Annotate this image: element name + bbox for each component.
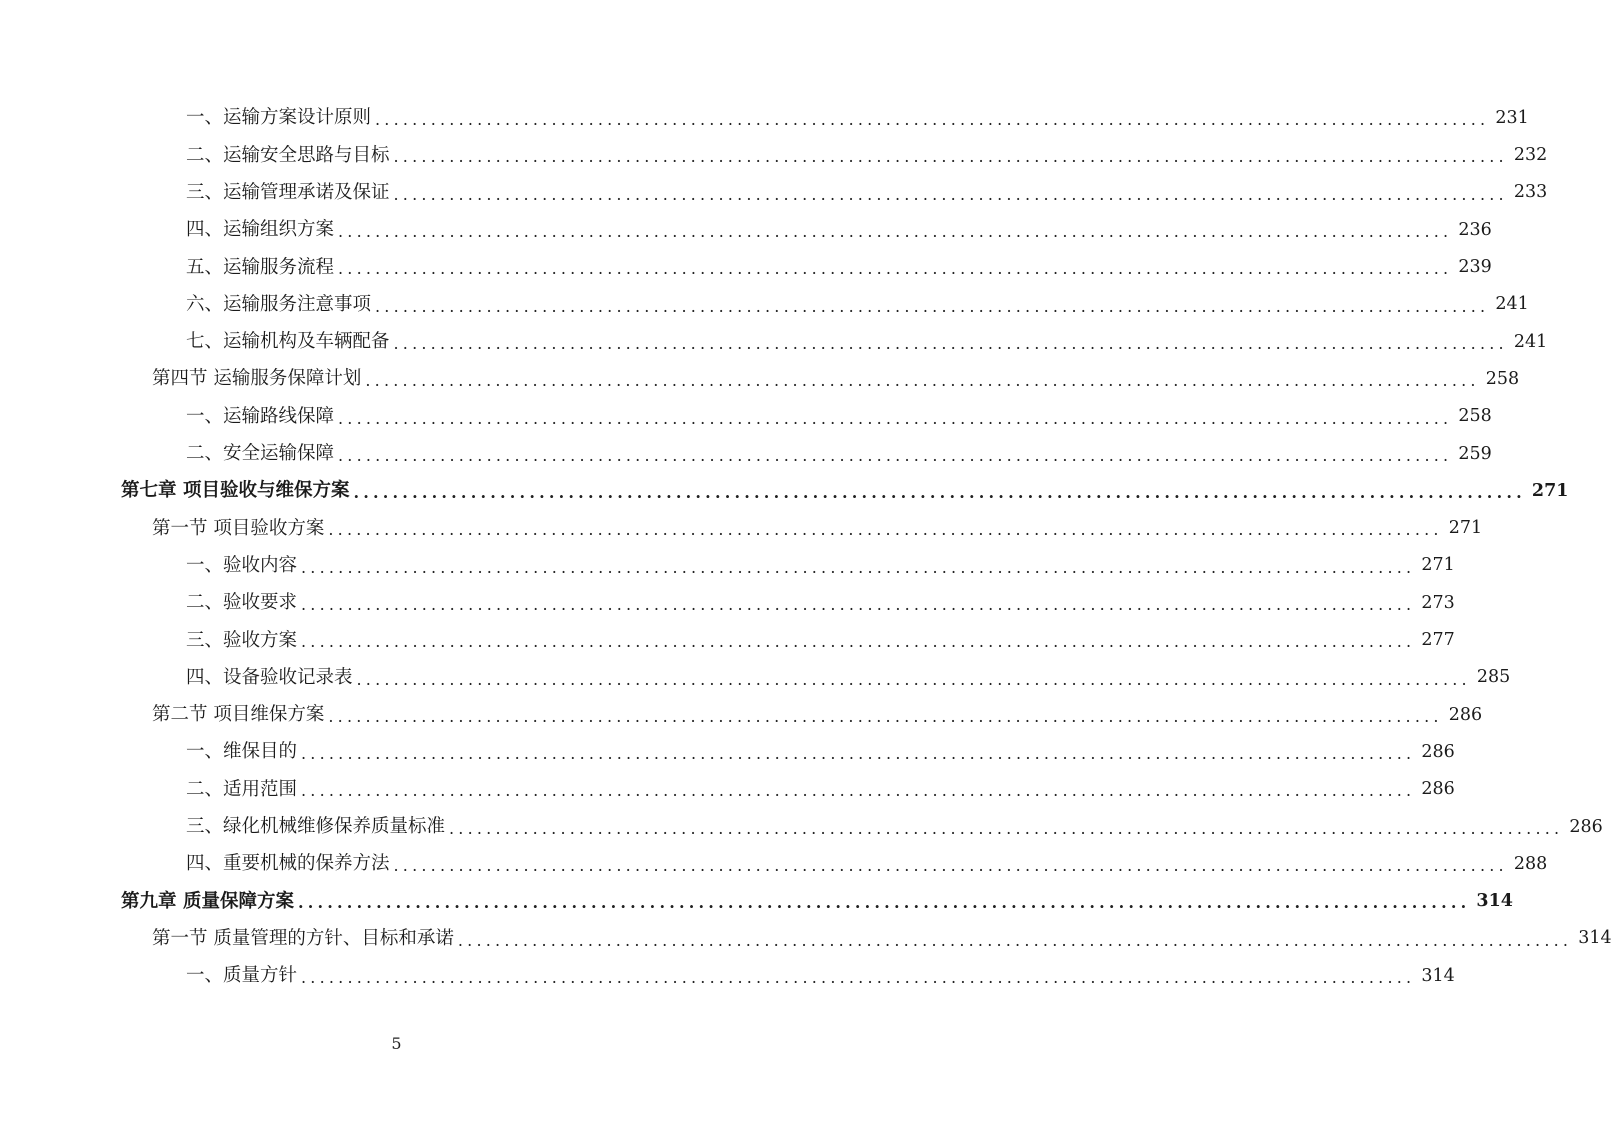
toc-entry-title: 六、运输服务注意事项 xyxy=(186,293,372,315)
toc-entry-page: 239 xyxy=(1458,257,1492,278)
toc-entry-page: 241 xyxy=(1513,331,1548,352)
dot-leader: ........................................................................................................................ xyxy=(328,706,1443,726)
toc-entry-title: 四、运输组织方案 xyxy=(186,219,335,241)
toc-entry[interactable] xyxy=(0,734,1455,771)
toc-entry[interactable] xyxy=(0,436,1492,473)
dot-leader: ........................................................................................................................ xyxy=(297,893,1471,913)
toc-entry-title: 第一节 质量管理的方针、目标和承诺 xyxy=(152,927,454,949)
toc-entry-title: 第四节 运输服务保障计划 xyxy=(152,368,362,390)
dot-leader: ........................................................................................................................ xyxy=(328,520,1443,540)
dot-leader: ........................................................................................................................ xyxy=(365,371,1480,391)
toc-entry-page: 271 xyxy=(1421,555,1455,576)
toc-entry[interactable] xyxy=(0,883,1513,920)
toc-entry-title: 四、设备验收记录表 xyxy=(186,666,353,688)
toc-entry-page: 258 xyxy=(1485,368,1520,389)
dot-leader: ........................................................................................................................ xyxy=(457,930,1573,950)
toc-entry-title: 第九章 质量保障方案 xyxy=(121,890,294,912)
toc-entry[interactable] xyxy=(0,921,1612,958)
toc-entry[interactable] xyxy=(0,212,1492,249)
toc-entry-title: 一、运输路线保障 xyxy=(186,405,335,427)
toc-entry-page: 286 xyxy=(1421,779,1455,800)
toc-entry-title: 三、验收方案 xyxy=(186,629,298,651)
toc-entry[interactable] xyxy=(0,100,1529,137)
toc-entry-title: 三、运输管理承诺及保证 xyxy=(186,181,390,203)
dot-leader: ........................................................................................................................ xyxy=(338,445,1453,465)
toc-entry-page: 288 xyxy=(1513,853,1548,874)
toc-entry-page: 258 xyxy=(1458,406,1492,427)
toc-entry[interactable] xyxy=(0,809,1603,846)
toc-entry[interactable] xyxy=(0,622,1455,659)
toc-entry-title: 二、适用范围 xyxy=(186,778,298,800)
toc-entry-page: 231 xyxy=(1495,107,1529,128)
dot-leader: ........................................................................................................................ xyxy=(353,483,1526,503)
toc-entry-title: 一、质量方针 xyxy=(186,965,298,987)
dot-leader: ........................................................................................................................ xyxy=(338,259,1453,279)
toc-entry[interactable] xyxy=(0,175,1548,212)
toc-entry-page: 233 xyxy=(1513,182,1548,203)
dot-leader: ........................................................................................................................ xyxy=(301,557,1416,577)
toc-entry[interactable] xyxy=(0,398,1492,435)
toc-entry[interactable] xyxy=(0,510,1483,547)
dot-leader: ........................................................................................................................ xyxy=(301,632,1416,652)
toc-entry[interactable] xyxy=(0,771,1455,808)
toc-entry[interactable] xyxy=(0,361,1520,398)
toc-entry-title: 七、运输机构及车辆配备 xyxy=(186,331,390,353)
dot-leader: ........................................................................................................................ xyxy=(393,856,1508,876)
toc-entry-title: 第七章 项目验收与维保方案 xyxy=(121,480,350,502)
dot-leader: ........................................................................................................................ xyxy=(301,781,1416,801)
dot-leader: ........................................................................................................................ xyxy=(338,408,1453,428)
table-of-contents xyxy=(0,100,1612,995)
toc-entry-title: 第二节 项目维保方案 xyxy=(152,704,325,726)
dot-leader: ........................................................................................................................ xyxy=(449,818,1564,838)
toc-entry-page: 232 xyxy=(1513,145,1548,166)
dot-leader: ........................................................................................................................ xyxy=(301,744,1416,764)
toc-entry-title: 二、运输安全思路与目标 xyxy=(186,144,390,166)
toc-entry-page: 314 xyxy=(1578,928,1612,949)
dot-leader: ........................................................................................................................ xyxy=(375,110,1490,130)
toc-entry[interactable] xyxy=(0,697,1483,734)
dot-leader: ........................................................................................................................ xyxy=(375,296,1490,316)
toc-entry-page: 271 xyxy=(1531,480,1569,501)
toc-entry-page: 241 xyxy=(1495,294,1529,315)
toc-entry-page: 236 xyxy=(1458,219,1492,240)
toc-entry-title: 二、安全运输保障 xyxy=(186,443,335,465)
dot-leader: ........................................................................................................................ xyxy=(356,669,1471,689)
dot-leader: ........................................................................................................................ xyxy=(338,222,1453,242)
toc-entry-page: 286 xyxy=(1421,741,1455,762)
toc-entry-title: 一、验收内容 xyxy=(186,554,298,576)
toc-entry-page: 314 xyxy=(1476,891,1513,912)
toc-entry[interactable] xyxy=(0,249,1492,286)
page-number: 5 xyxy=(391,1034,402,1053)
toc-entry-page: 273 xyxy=(1421,592,1455,613)
toc-entry[interactable] xyxy=(0,548,1455,585)
dot-leader: ........................................................................................................................ xyxy=(393,184,1508,204)
toc-entry[interactable] xyxy=(0,286,1529,323)
toc-entry-page: 285 xyxy=(1476,667,1511,688)
toc-entry[interactable] xyxy=(0,473,1569,510)
toc-entry-page: 286 xyxy=(1569,816,1603,837)
toc-entry-page: 314 xyxy=(1421,965,1455,986)
dot-leader: ........................................................................................................................ xyxy=(393,147,1508,167)
toc-entry-title: 四、重要机械的保养方法 xyxy=(186,853,390,875)
toc-entry-title: 二、验收要求 xyxy=(186,592,298,614)
toc-entry[interactable] xyxy=(0,846,1548,883)
toc-entry[interactable] xyxy=(0,137,1548,174)
toc-entry-title: 五、运输服务流程 xyxy=(186,256,335,278)
toc-entry-title: 一、维保目的 xyxy=(186,741,298,763)
toc-entry-page: 271 xyxy=(1448,518,1483,539)
toc-entry[interactable] xyxy=(0,585,1455,622)
toc-entry-page: 286 xyxy=(1448,704,1483,725)
toc-entry[interactable] xyxy=(0,324,1548,361)
toc-entry-title: 三、绿化机械维修保养质量标准 xyxy=(186,816,446,838)
dot-leader: ........................................................................................................................ xyxy=(301,595,1416,614)
toc-entry-title: 一、运输方案设计原则 xyxy=(186,107,372,129)
toc-entry-page: 277 xyxy=(1421,630,1455,651)
toc-entry-page: 259 xyxy=(1458,443,1492,464)
dot-leader: ........................................................................................................................ xyxy=(301,967,1416,987)
toc-entry[interactable] xyxy=(0,659,1511,696)
toc-entry-title: 第一节 项目验收方案 xyxy=(152,517,325,539)
dot-leader: ........................................................................................................................ xyxy=(393,333,1508,353)
toc-entry[interactable] xyxy=(0,958,1455,995)
